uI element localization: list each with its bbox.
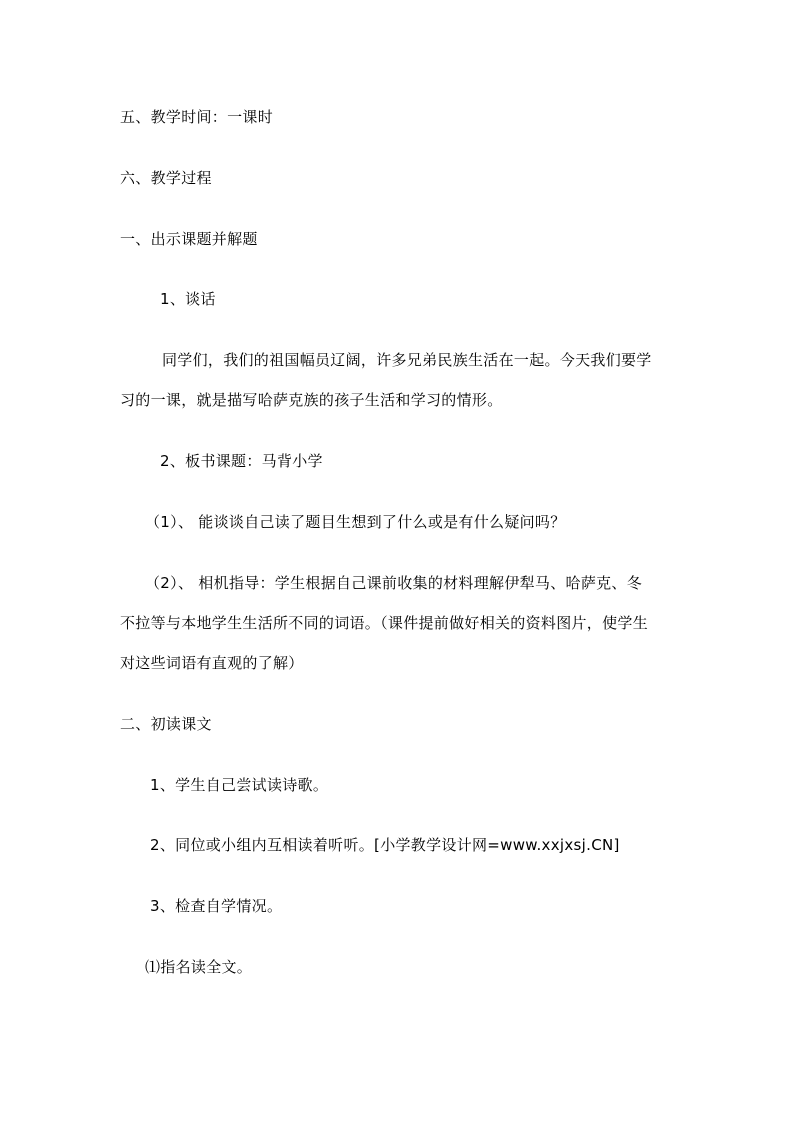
- step-read-3: 3、检查自学情况。: [150, 897, 283, 915]
- step-2-title: 2、板书课题：马背小学: [160, 452, 323, 470]
- step-read-2: 2、同位或小组内互相读着听听。[小学教学设计网=www.xxjxsj.CN]: [150, 836, 620, 854]
- step-read-3-sub-1: ⑴指名读全文。: [145, 958, 253, 976]
- paragraph-line: 同学们，我们的祖国幅员辽阔，许多兄弟民族生活在一起。今天我们要学: [162, 351, 652, 369]
- substep-2: （2）、 相机指导：学生根据自己课前收集的材料理解伊犁马、哈萨克、冬: [145, 574, 643, 592]
- substep-1: （1）、 能谈谈自己读了题目生想到了什么或是有什么疑问吗？: [145, 513, 566, 531]
- part-two-heading: 二、初读课文: [120, 715, 212, 733]
- paragraph-line: 不拉等与本地学生生活所不同的词语。（课件提前做好相关的资料图片，使学生: [120, 614, 649, 632]
- paragraph-line: 习的一课，就是描写哈萨克族的孩子生活和学习的情形。: [120, 391, 503, 409]
- part-one-heading: 一、出示课题并解题: [120, 230, 258, 248]
- step-read-1: 1、学生自己尝试读诗歌。: [150, 776, 329, 794]
- paragraph-line: 对这些词语有直观的了解）: [120, 654, 304, 672]
- section-five-heading: 五、教学时间：一课时: [120, 108, 274, 126]
- section-six-heading: 六、教学过程: [120, 169, 212, 187]
- step-1-talk: 1、谈话: [160, 290, 216, 308]
